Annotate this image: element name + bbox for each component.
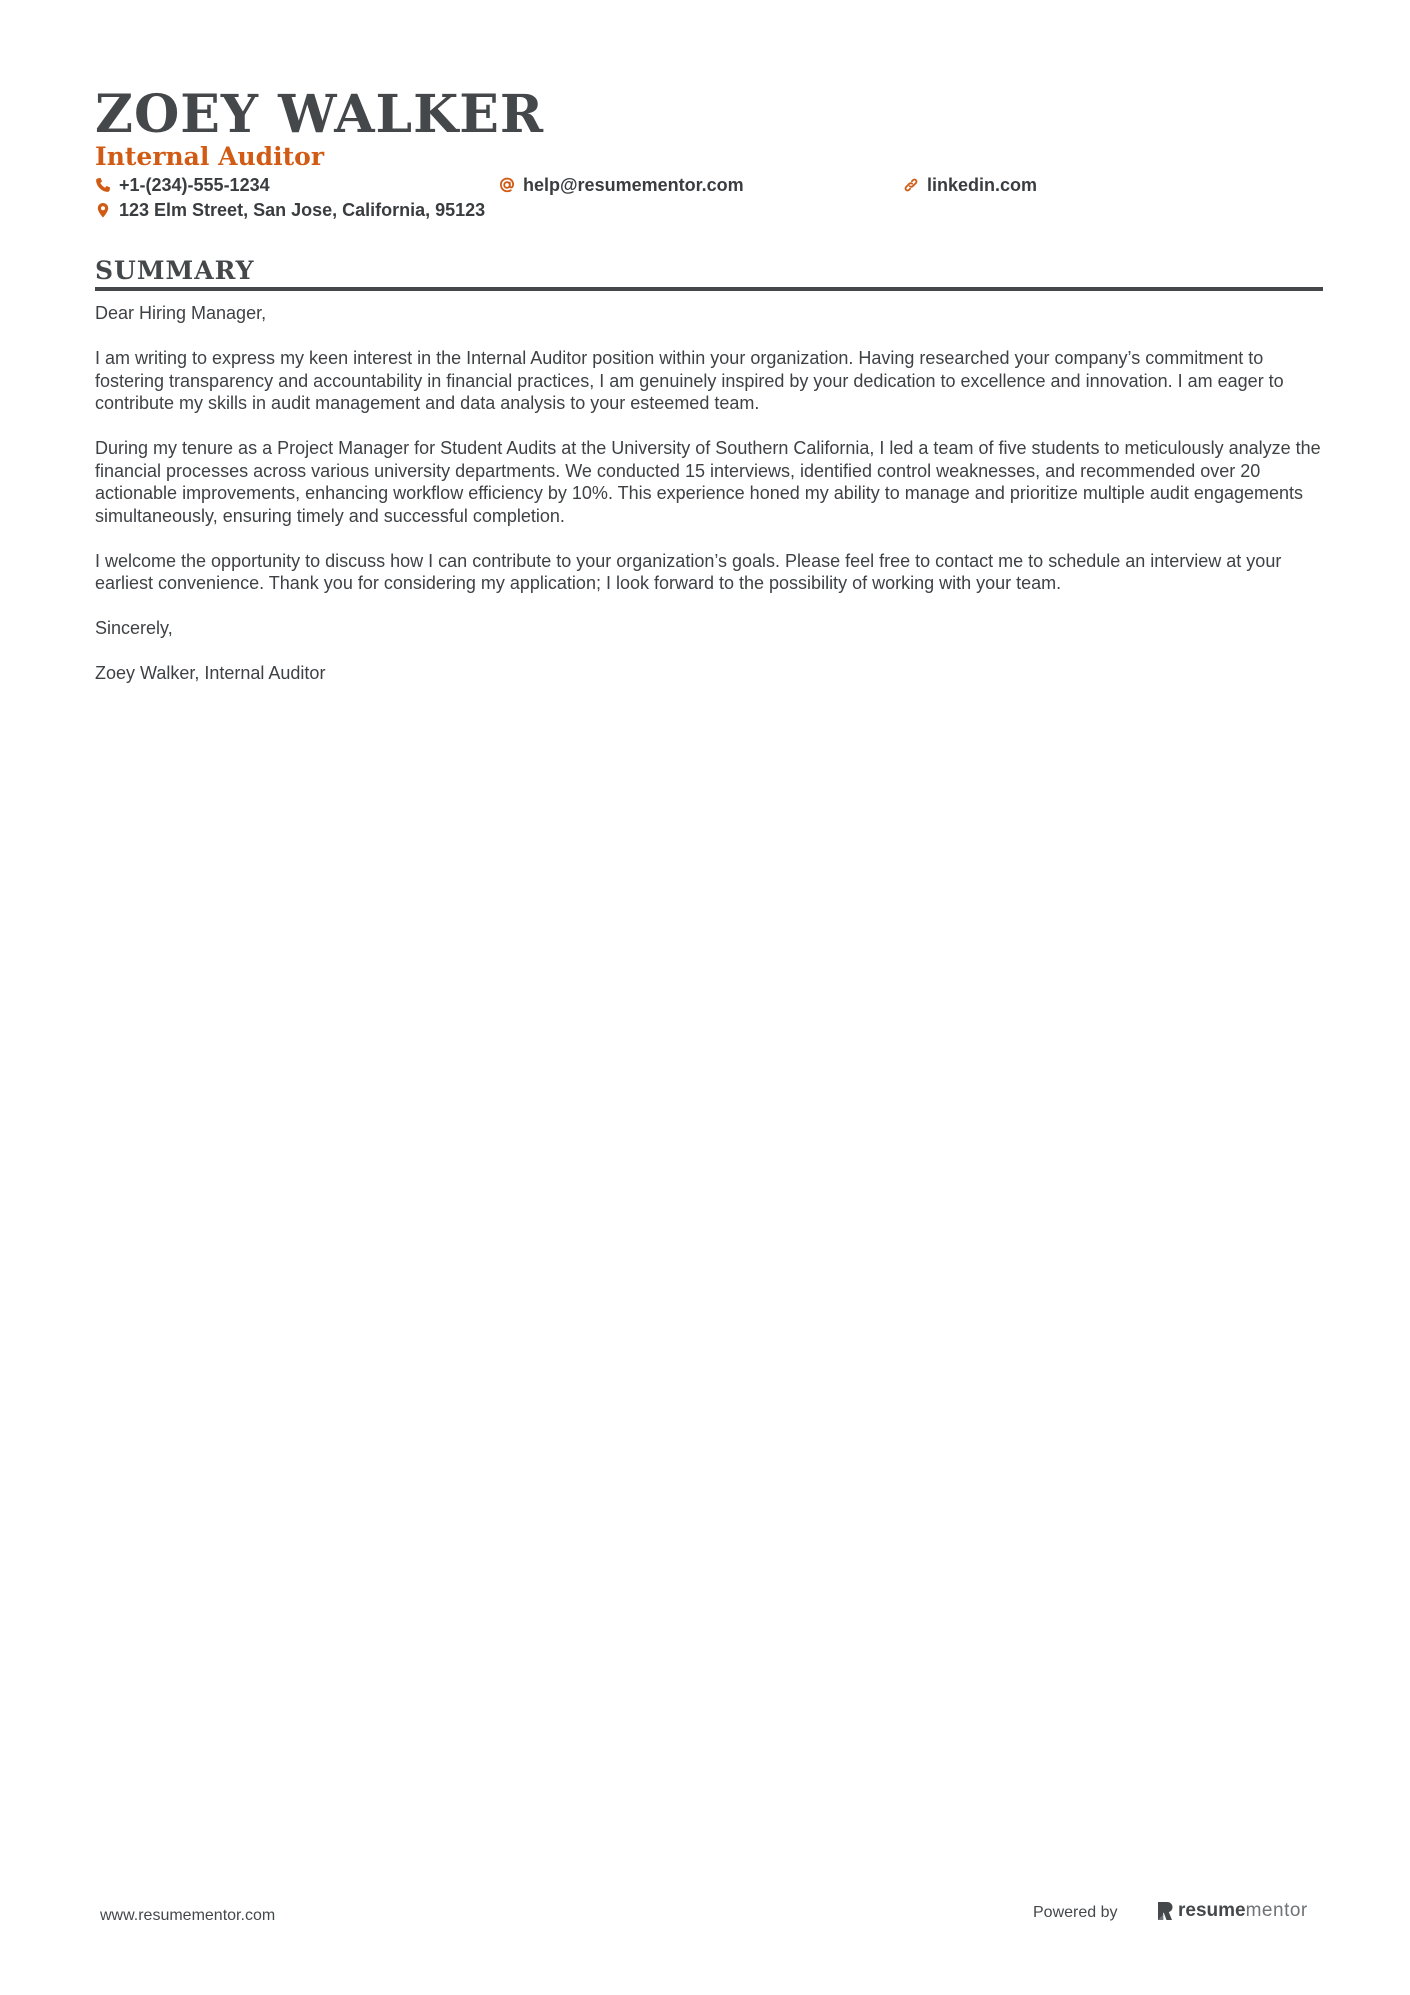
resumementor-logo-icon — [1156, 1900, 1174, 1922]
contact-address — [95, 198, 485, 222]
letter-paragraph: I am writing to express my keen interest in the Internal Auditor position within your organization. Having researched your company’s commitment to fostering transparency and accountability in financial practices, I am genuinely inspired by your dedication to excellence and innovation. I am eager to contribute my skills in audit management and data analysis to your esteemed team. — [95, 348, 1284, 413]
powered-by-label: Powered by — [1033, 1904, 1118, 1921]
letter-paragraph: During my tenure as a Project Manager for Student Audits at the University of Southern California, I led a team of five students to meticulously analyze the financial processes across various university departments. We conducted 15 interviews, identified control weaknesses, and recommended over 20 actionable improvements, enhancing workflow efficiency by 10%. This experience honed my ability to manage and prioritize multiple audit engagements simultaneously, ensuring timely and successful completion. — [95, 438, 1321, 526]
link-text: linkedin.com — [927, 175, 1038, 195]
brand-text-light: mentor — [1245, 1900, 1308, 1921]
phone-text: +1-(234)-555-1234 — [119, 175, 270, 195]
email-text: help@resumementor.com — [523, 175, 744, 195]
footer-website-link[interactable]: www.resumementor.com — [100, 1907, 276, 1924]
brand-text-bold: resume — [1178, 1900, 1246, 1921]
cover-letter-body — [95, 302, 1323, 707]
address-text: 123 Elm Street, San Jose, California, 95123 — [119, 200, 486, 220]
contact-phone — [95, 173, 270, 197]
signature: Zoey Walker, Internal Auditor — [95, 663, 326, 683]
contact-link — [903, 173, 1037, 197]
location-pin-icon — [95, 202, 111, 218]
summary-section-header — [95, 256, 1323, 291]
section-divider — [95, 287, 1323, 291]
letter-paragraph: I welcome the opportunity to discuss how I can contribute to your organization’s goals. Please feel free to contact me to schedule an interview at your earliest convenience. Thank you for considering my application; I look forward to the possibility of working with your team. — [95, 550, 1282, 593]
candidate-name: ZOEY WALKER — [95, 84, 545, 145]
at-icon — [499, 177, 515, 193]
link-icon — [903, 177, 919, 193]
resumementor-logo[interactable] — [1156, 1899, 1308, 1923]
section-title: SUMMARY — [95, 256, 255, 285]
job-title: Internal Auditor — [95, 142, 325, 171]
salutation: Dear Hiring Manager, — [95, 303, 267, 323]
closing: Sincerely, — [95, 618, 173, 638]
contact-email — [499, 173, 744, 197]
phone-icon — [95, 177, 111, 193]
